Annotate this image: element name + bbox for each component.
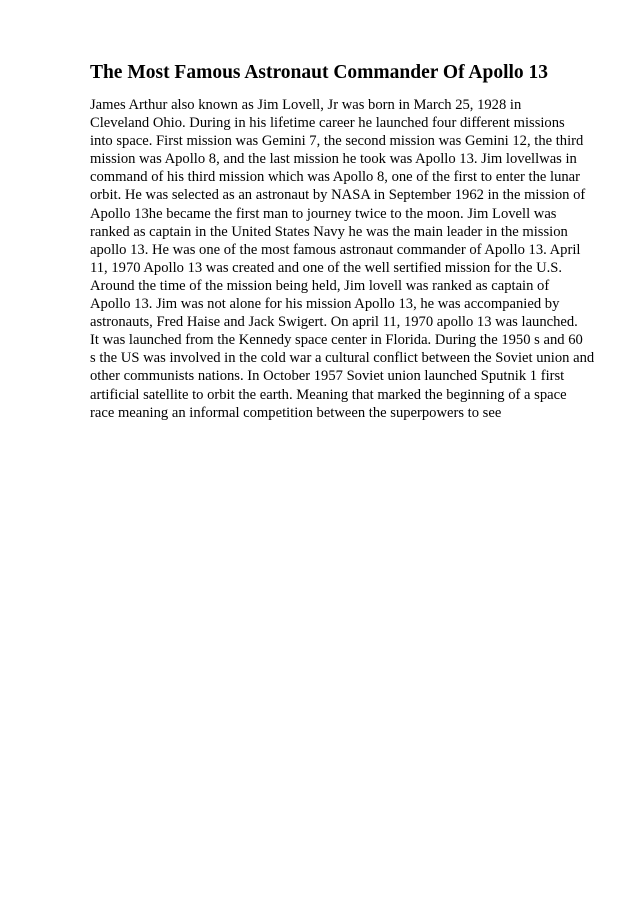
body-line: mission was Apollo 8, and the last mission he took was Apollo 13. Jim lovellwas in xyxy=(90,151,577,168)
document-title: The Most Famous Astronaut Commander Of Apollo 13 xyxy=(89,62,549,83)
body-line: ranked as captain in the United States Navy he was the main leader in the mission xyxy=(90,223,568,240)
body-line: Around the time of the mission being held, Jim lovell was ranked as captain of xyxy=(90,277,550,294)
body-line: race meaning an informal competition between the superpowers to see xyxy=(90,404,502,421)
body-line: command of his third mission which was Apollo 8, one of the first to enter the lunar xyxy=(90,169,581,186)
body-line: s the US was involved in the cold war a cultural conflict between the Soviet union and xyxy=(90,350,595,367)
body-line: other communists nations. In October 1957 Soviet union launched Sputnik 1 first xyxy=(90,368,565,385)
document-body xyxy=(90,96,610,422)
body-line: It was launched from the Kennedy space center in Florida. During the 1950 s and 60 xyxy=(90,332,583,349)
body-line: astronauts, Fred Haise and Jack Swigert. On april 11, 1970 apollo 13 was launched. xyxy=(90,314,578,331)
body-line: 11, 1970 Apollo 13 was created and one of the well sertified mission for the U.S. xyxy=(90,259,563,276)
body-line: into space. First mission was Gemini 7, the second mission was Gemini 12, the third xyxy=(90,133,584,150)
body-line: Cleveland Ohio. During in his lifetime career he launched four different missions xyxy=(90,115,565,132)
body-line: Apollo 13he became the first man to journey twice to the moon. Jim Lovell was xyxy=(90,205,557,222)
body-line: Apollo 13. Jim was not alone for his mission Apollo 13, he was accompanied by xyxy=(90,296,560,313)
body-line: apollo 13. He was one of the most famous astronaut commander of Apollo 13. April xyxy=(90,241,581,258)
body-line: artificial satellite to orbit the earth. Meaning that marked the beginning of a space xyxy=(90,386,567,403)
body-line: orbit. He was selected as an astronaut by NASA in September 1962 in the mission of xyxy=(90,187,586,204)
body-line: James Arthur also known as Jim Lovell, Jr was born in March 25, 1928 in xyxy=(90,97,522,113)
